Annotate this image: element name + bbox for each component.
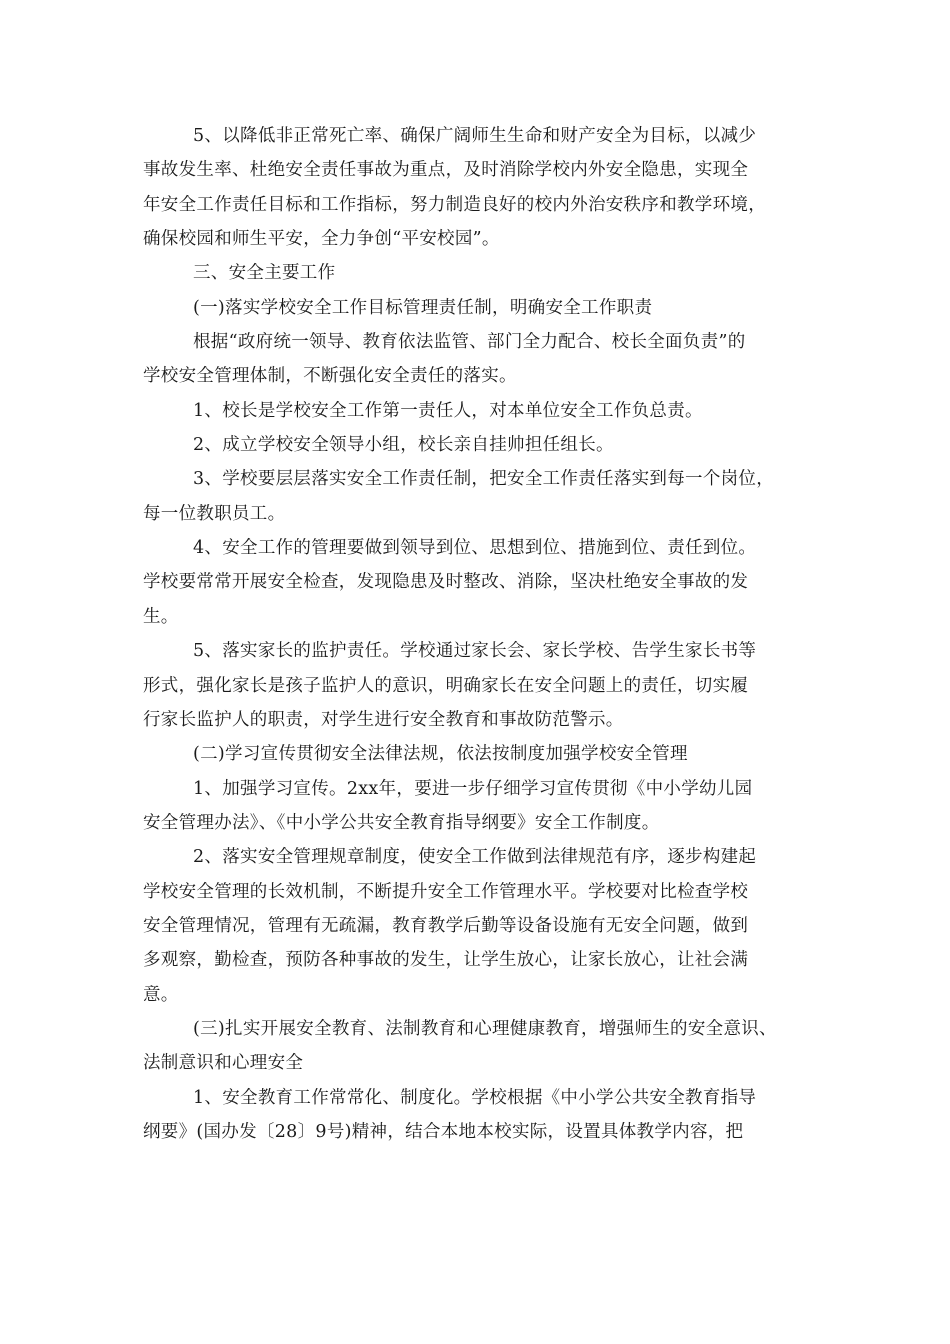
text-line: 4、安全工作的管理要做到领导到位、思想到位、措施到位、责任到位。 (193, 538, 757, 559)
text-line: 行家长监护人的职责，对学生进行安全教育和事故防范警示。 (143, 709, 624, 730)
text-line: 每一位教职员工。 (143, 503, 286, 524)
text-line: 事故发生率、杜绝安全责任事故为重点，及时消除学校内外安全隐患，实现全 (143, 160, 749, 181)
text-line: 2、成立学校安全领导小组，校长亲自挂帅担任组长。 (193, 435, 614, 456)
text-line: (二)学习宣传贯彻安全法律法规，依法按制度加强学校安全管理 (193, 744, 688, 765)
text-line: (三)扎实开展安全教育、法制教育和心理健康教育，增强师生的安全意识、 (193, 1018, 777, 1039)
text-line: 法制意识和心理安全 (143, 1053, 304, 1074)
text-line: 安全管理情况，管理有无疏漏，教育教学后勤等设备设施有无安全问题，做到 (143, 915, 749, 936)
text-line: 形式，强化家长是孩子监护人的意识，明确家长在安全问题上的责任，切实履 (143, 675, 749, 696)
text-line: 5、以降低非正常死亡率、确保广阔师生生命和财产安全为目标，以减少 (193, 126, 757, 146)
text-line: 1、加强学习宣传。2xx年，要进一步仔细学习宣传贯彻《中小学幼儿园 (193, 778, 753, 799)
text-line: 2、落实安全管理规章制度，使安全工作做到法律规范有序，逐步构建起 (193, 847, 757, 868)
text-line: 确保校园和师生平安，全力争创“平安校园”。 (143, 229, 500, 250)
text-line: 纲要》(国办发〔28〕9号)精神，结合本地本校实际，设置具体教学内容，把 (143, 1121, 744, 1142)
text-line: 三、安全主要工作 (193, 263, 336, 284)
text-line: 学校安全管理体制，不断强化安全责任的落实。 (143, 366, 517, 387)
text-line: 1、校长是学校安全工作第一责任人，对本单位安全工作负总责。 (193, 400, 703, 421)
text-line: 年安全工作责任目标和工作指标，努力制造良好的校内外治安秩序和教学环境， (143, 194, 766, 215)
text-line: 生。 (143, 606, 179, 627)
document-body (143, 119, 823, 1149)
text-line: 多观察，勤检查，预防各种事故的发生，让学生放心，让家长放心，让社会满 (143, 950, 749, 971)
text-line: 意。 (143, 984, 179, 1005)
text-line: 学校要常常开展安全检查，发现隐患及时整改、消除，坚决杜绝安全事故的发 (143, 572, 749, 593)
text-line: 5、落实家长的监护责任。学校通过家长会、家长学校、告学生家长书等 (193, 641, 757, 662)
text-line: 根据“政府统一领导、教育依法监管、部门全力配合、校长全面负责”的 (193, 332, 746, 353)
text-line: 3、学校要层层落实安全工作责任制，把安全工作责任落实到每一个岗位， (193, 469, 775, 490)
text-line: 安全管理办法》、《中小学公共安全教育指导纲要》安全工作制度。 (143, 812, 660, 833)
text-line: 1、安全教育工作常常化、制度化。学校根据《中小学公共安全教育指导 (193, 1087, 757, 1108)
text-line: 学校安全管理的长效机制，不断提升安全工作管理水平。学校要对比检查学校 (143, 881, 749, 902)
text-line: (一)落实学校安全工作目标管理责任制，明确安全工作职责 (193, 297, 653, 318)
